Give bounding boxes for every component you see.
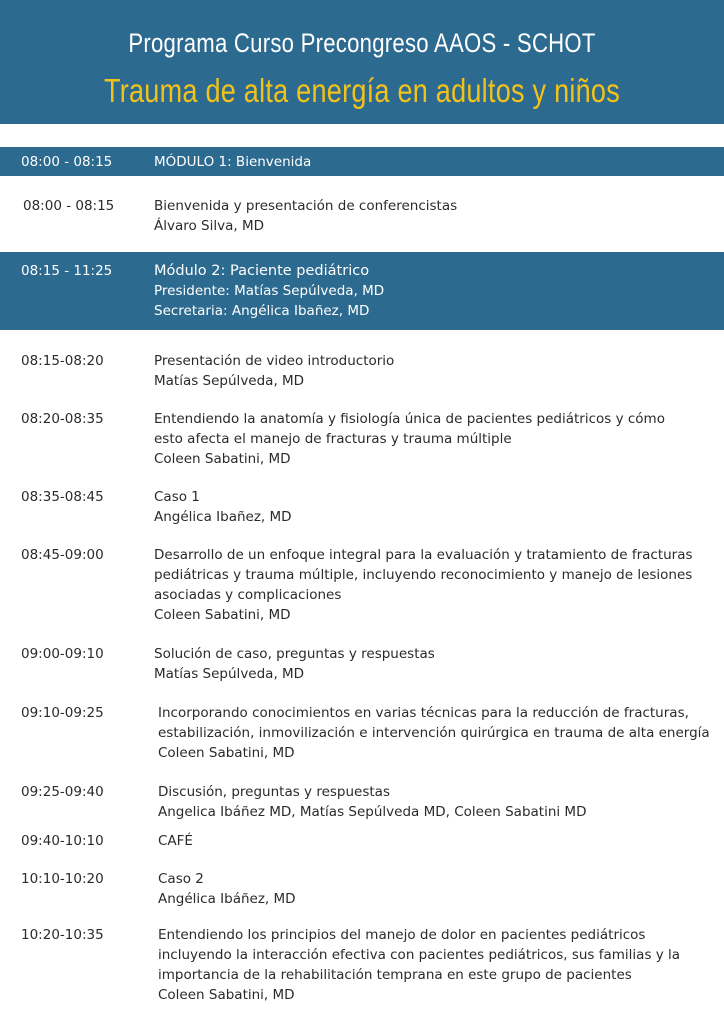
session-speaker: Coleen Sabatini, MD [158, 745, 295, 761]
module-2-secretary: Secretaria: Angélica Ibañez, MD [154, 303, 370, 319]
session-text: Solución de caso, preguntas y respuestas [154, 646, 435, 662]
session-text: Entendiendo los principios del manejo de dolor en pacientes pediátricos [158, 927, 646, 943]
session-text: Caso 2 [158, 871, 204, 887]
session-speaker: Angelica Ibáñez MD, Matías Sepúlveda MD, Coleen Sabatini MD [158, 804, 587, 820]
session-text: Incorporando conocimientos en varias técnicas para la reducción de fracturas, [158, 705, 689, 721]
session-time: 09:10-09:25 [21, 705, 104, 721]
session-text: Presentación de video introductorio [154, 353, 395, 369]
session-text: estabilización, inmovilización e intervención quirúrgica en trauma de alta energía [158, 725, 710, 741]
program-subtitle: Trauma de alta energía en adultos y niños [103, 72, 621, 109]
page-header [0, 0, 724, 124]
session-time: 10:10-10:20 [21, 871, 104, 887]
session-text: Caso 1 [154, 489, 200, 505]
session-speaker: Coleen Sabatini, MD [154, 451, 291, 467]
session-text: pediátricas y trauma múltiple, incluyendo reconocimiento y manejo de lesiones [154, 567, 693, 583]
module-2-time: 08:15 - 11:25 [21, 263, 113, 279]
session-text: importancia de la rehabilitación temprana en este grupo de pacientes [158, 967, 632, 983]
session-time: 09:40-10:10 [21, 833, 104, 849]
module-1-title: MÓDULO 1: Bienvenida [154, 154, 312, 170]
module-2-president: Presidente: Matías Sepúlveda, MD [154, 283, 385, 299]
welcome-time: 08:00 - 08:15 [23, 198, 115, 214]
session-text: CAFÉ [158, 833, 193, 849]
welcome-speaker: Álvaro Silva, MD [154, 218, 265, 234]
module-1-band [0, 147, 724, 176]
module-2-band [0, 252, 724, 330]
program-title: Programa Curso Precongreso AAOS - SCHOT [128, 28, 596, 58]
session-time: 09:25-09:40 [21, 784, 104, 800]
session-time: 08:35-08:45 [21, 489, 104, 505]
session-text: Discusión, preguntas y respuestas [158, 784, 390, 800]
session-speaker: Angélica Ibañez, MD [154, 509, 292, 525]
welcome-title: Bienvenida y presentación de conferencistas [154, 198, 458, 214]
session-speaker: Matías Sepúlveda, MD [154, 373, 305, 389]
session-speaker: Coleen Sabatini, MD [158, 987, 295, 1003]
module-2-title: Módulo 2: Paciente pediátrico [154, 263, 370, 279]
session-speaker: Coleen Sabatini, MD [154, 607, 291, 623]
session-time: 08:15-08:20 [21, 353, 104, 369]
session-text: asociadas y complicaciones [154, 587, 342, 603]
session-text: Desarrollo de un enfoque integral para la evaluación y tratamiento de fracturas [154, 547, 693, 563]
session-speaker: Matías Sepúlveda, MD [154, 666, 305, 682]
module-1-time: 08:00 - 08:15 [21, 154, 113, 170]
session-time: 10:20-10:35 [21, 927, 104, 943]
session-time: 09:00-09:10 [21, 646, 104, 662]
session-text: esto afecta el manejo de fracturas y trauma múltiple [154, 431, 512, 447]
session-time: 08:45-09:00 [21, 547, 104, 563]
session-time: 08:20-08:35 [21, 411, 104, 427]
session-text: incluyendo la interacción efectiva con pacientes pediátricos, sus familias y la [158, 947, 681, 963]
session-speaker: Angélica Ibáñez, MD [158, 891, 296, 907]
session-text: Entendiendo la anatomía y fisiología única de pacientes pediátricos y cómo [154, 411, 665, 427]
